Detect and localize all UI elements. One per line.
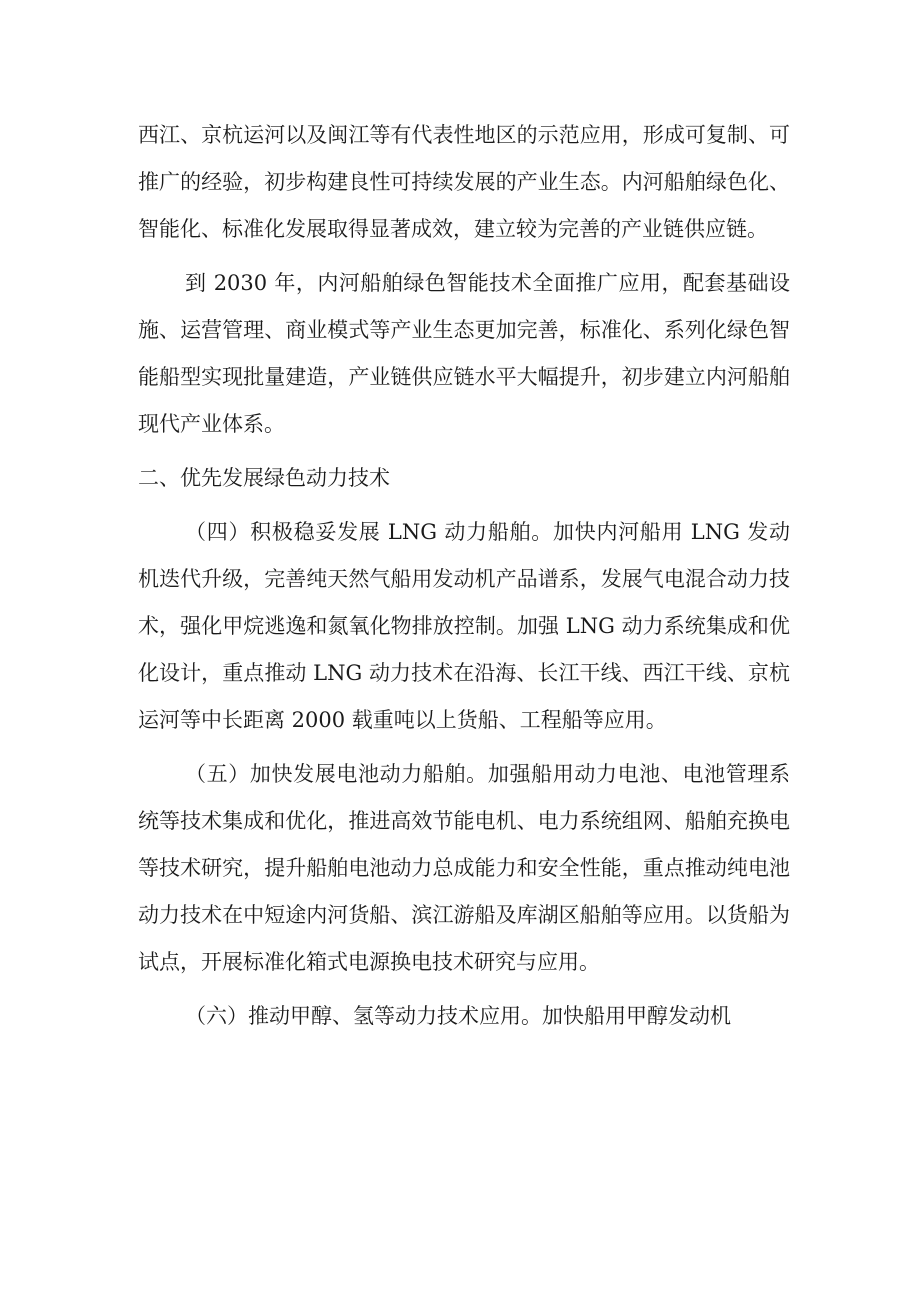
paragraph-2030-goal: 到 2030 年，内河船舶绿色智能技术全面推广应用，配套基础设施、运营管理、商业模式等产业生态更加完善，标准化、系列化绿色智能船型实现批量建造，产业链供应链水平大幅提升，初步建立内河船舶现代产业体系。 — [138, 271, 790, 436]
paragraph-continuation: 西江、京杭运河以及闽江等有代表性地区的示范应用，形成可复制、可推广的经验，初步构建良性可持续发展的产业生态。内河船舶绿色化、智能化、标准化发展取得显著成效，建立较为完善的产业链供应链。 — [138, 123, 790, 241]
section-heading: 二、优先发展绿色动力技术 — [138, 466, 390, 490]
paragraph-lng: （四）积极稳妥发展 LNG 动力船舶。加快内河船用 LNG 发动机迭代升级，完善纯天然气船用发动机产品谱系，发展气电混合动力技术，强化甲烷逃逸和氮氧化物排放控制。加强 LNG 动力系统集成和优化设计，重点推动 LNG 动力技术在沿海、长江干线、西江干线、京杭运河等中长距离 2000 载重吨以上货船、工程船等应用。 — [138, 520, 790, 732]
paragraph-battery: （五）加快发展电池动力船舶。加强船用动力电池、电池管理系统等技术集成和优化，推进高效节能电机、电力系统组网、船舶充换电等技术研究，提升船舶电池动力总成能力和安全性能，重点推动纯电池动力技术在中短途内河货船、滨江游船及库湖区船舶等应用。以货船为试点，开展标准化箱式电源换电技术研究与应用。 — [138, 762, 790, 974]
document-body — [138, 112, 790, 1047]
paragraph-methanol-hydrogen: （六）推动甲醇、氢等动力技术应用。加快船用甲醇发动机 — [185, 1004, 731, 1028]
